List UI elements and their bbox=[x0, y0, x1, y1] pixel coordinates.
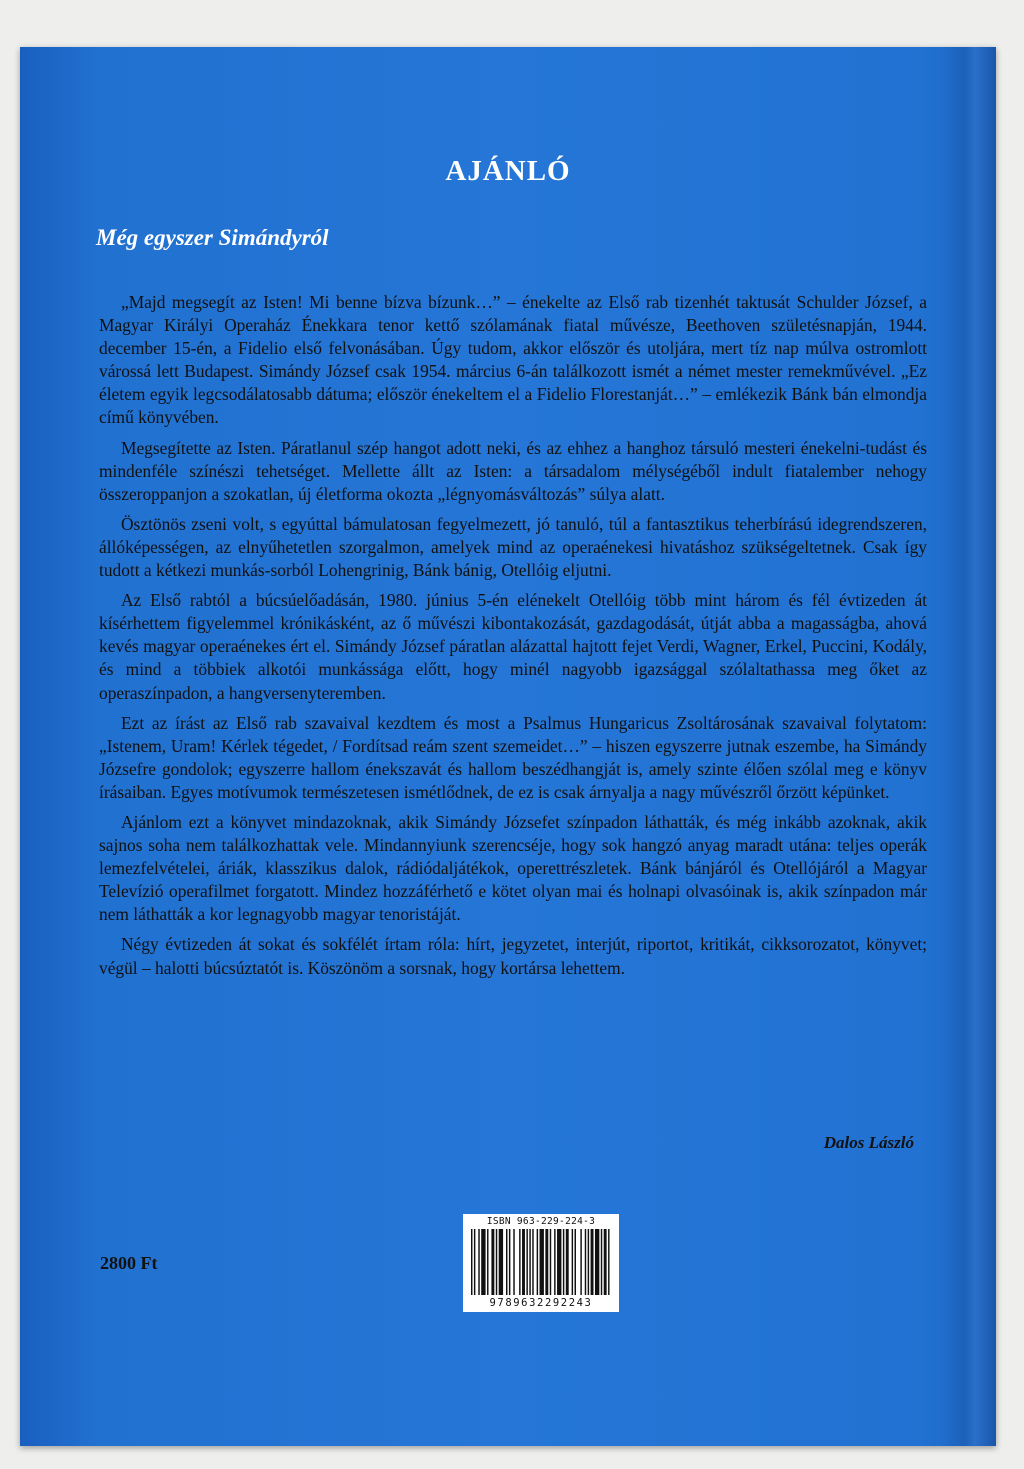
barcode-bar bbox=[554, 1229, 555, 1295]
paragraph-7: Négy évtizeden át sokat és sokfélét írtam róla: hírt, jegyzetet, interjút, riportot, kritikát, cikksorozatot, könyvet; végül – halotti búcsúztatót is. Köszönöm a sorsnak, hogy kortársa lehettem. bbox=[99, 934, 927, 978]
barcode-bar bbox=[499, 1229, 503, 1295]
barcode-bar bbox=[557, 1229, 561, 1295]
barcode-bar bbox=[487, 1229, 488, 1295]
cover-title: AJÁNLÓ bbox=[445, 155, 571, 187]
barcode-bar bbox=[604, 1229, 607, 1295]
author-signature: Dalos László bbox=[823, 1133, 914, 1152]
barcode-bar bbox=[563, 1229, 564, 1295]
barcode-bar bbox=[595, 1229, 599, 1295]
paragraph-3: Ösztönös zseni volt, s egyúttal bámulatosan fegyelmezett, jó tanuló, túl a fantasztikus teherbírású idegrendszeren, állóképességen, az elnyűhetetlen szorgalmon, amelyek mind az operaénekesi hivatáshoz szükségeltetnek. Csak így tudott a kétkezi munkás-sorból Lohengrinig, Bánk bánig, Otellóig eljutni. bbox=[99, 513, 927, 581]
isbn-barcode bbox=[463, 1214, 619, 1312]
barcode-bar bbox=[491, 1229, 494, 1295]
barcode-bar bbox=[496, 1229, 497, 1295]
barcode-bar bbox=[585, 1229, 586, 1295]
paragraph-1: „Majd megsegít az Isten! Mi benne bízva bízunk…” – énekelte az Első rab tizenhét taktusát Schulder József, a Magyar Királyi Operaház Énekkara tenor kettő szólamának fiatal művésze, Beethoven születésnapján, 1944. december 15-én, a Fidelio első felvonásában. Úgy tudom, akkor először és utoljára, mert tíz nap múlva ostromlott várossá lett Budapest. Simándy József csak 1954. március 6-án találkozott ismét a német mester remekművével. „Ez életem egyik legcsodálatosabb dátuma; először énekeltem el a Fidelio Florestanját…” – emlékezik Bánk bán elmondja című könyvében. bbox=[99, 292, 927, 428]
paragraph-2: Megsegítette az Isten. Páratlanul szép hangot adott neki, és az ehhez a hanghoz társuló mesteri énekelni-tudást és mindenféle színészi tehetséget. Mellette állt az Isten: a társadalom mélységéből indult fiatalember nehogy összeroppanjon a szokatlan, új életforma okozta „légnyomásváltozás” súlya alatt. bbox=[99, 437, 927, 504]
barcode-bar bbox=[529, 1229, 530, 1295]
paragraph-6: Ajánlom ezt a könyvet mindazoknak, akik Simándy Józsefet színpadon láthatták, és még inkább azoknak, akik sajnos soha nem találkozhattak vele. Mindannyiunk szerencséje, hogy sok hangzó anyag maradt utána: teljes operák lemezfelvételei, áriák, klasszikus dalok, rádiódaljátékok, operettrészletek. Bánk bánjáról és Otellójáról a Magyar Televízió operafilmet forgatott. Mindez hozzáférhető e kötet olyan mai és holnapi olvasóinak is, akik színpadon már nem láthatták a kor legnagyobb magyar tenoristáját. bbox=[99, 811, 927, 925]
isbn-number: ISBN 963-229-224-3 bbox=[486, 1216, 596, 1227]
barcode-bar bbox=[509, 1229, 510, 1295]
price-label: 2800 Ft bbox=[100, 1253, 158, 1273]
barcode-bar bbox=[506, 1229, 507, 1295]
ean-number: 9789632292243 bbox=[489, 1297, 593, 1309]
barcode-bar bbox=[481, 1229, 485, 1295]
barcode-bar bbox=[591, 1229, 594, 1295]
barcode-bars bbox=[471, 1229, 611, 1295]
barcode-bar bbox=[471, 1229, 472, 1295]
barcode-bar bbox=[566, 1229, 569, 1295]
barcode-bar bbox=[601, 1229, 602, 1295]
barcode-bar bbox=[478, 1229, 479, 1295]
barcode-bar bbox=[519, 1229, 520, 1295]
barcode-bar bbox=[588, 1229, 589, 1295]
spine-edge bbox=[944, 47, 996, 1446]
barcode-bar bbox=[540, 1229, 544, 1295]
paragraph-5: Ezt az írást az Első rab szavaival kezdtem és most a Psalmus Hungaricus Zsoltárosának szavaival folytatom: „Istenem, Uram! Kérlek tégedet, / Fordítsad reám szent szemeidet…” – hiszen egyszerre jutnak eszembe, ha Simándy Józsefre gondolok; egyszerre hallom énekszavát és hallom beszédhangját is, amely szinte élően szólal meg e könyv írásaiban. Egyes motívumok természetesen ismétlődnek, de ez is csak árnyalja a nagy művészről őrzött képünket. bbox=[99, 712, 927, 802]
barcode-bar bbox=[608, 1229, 609, 1295]
barcode-bar bbox=[532, 1229, 533, 1295]
barcode-bar bbox=[550, 1229, 551, 1295]
barcode-bar bbox=[537, 1229, 538, 1295]
barcode-bar bbox=[580, 1229, 581, 1295]
cover-subtitle: Még egyszer Simándyról bbox=[96, 225, 329, 250]
barcode-bar bbox=[545, 1229, 548, 1295]
barcode-bar bbox=[522, 1229, 525, 1295]
book-back-cover bbox=[20, 47, 996, 1446]
barcode-bar bbox=[526, 1229, 527, 1295]
barcode-bar bbox=[513, 1229, 514, 1295]
barcode-bar bbox=[572, 1229, 573, 1295]
paragraph-4: Az Első rabtól a búcsúelőadásán, 1980. június 5-én elénekelt Otellóig több mint három és fél évtizeden át kísérhettem figyelemmel krónikásként, az ő művészi kibontakozását, gazdagodását, útját abba a magasságba, ahová kevés magyar operaénekes ért el. Simándy József páratlan alázattal hajtott fejet Verdi, Wagner, Erkel, Puccini, Kodály, és mind a többiek alkotói munkássága előtt, hogy minél nagyobb igazsággal szólaltathassa meg őket az operaszínpadon, a hangversenyteremben. bbox=[99, 590, 927, 703]
foreword-text bbox=[99, 291, 927, 987]
barcode-bar bbox=[575, 1229, 576, 1295]
barcode-bar bbox=[474, 1229, 475, 1295]
